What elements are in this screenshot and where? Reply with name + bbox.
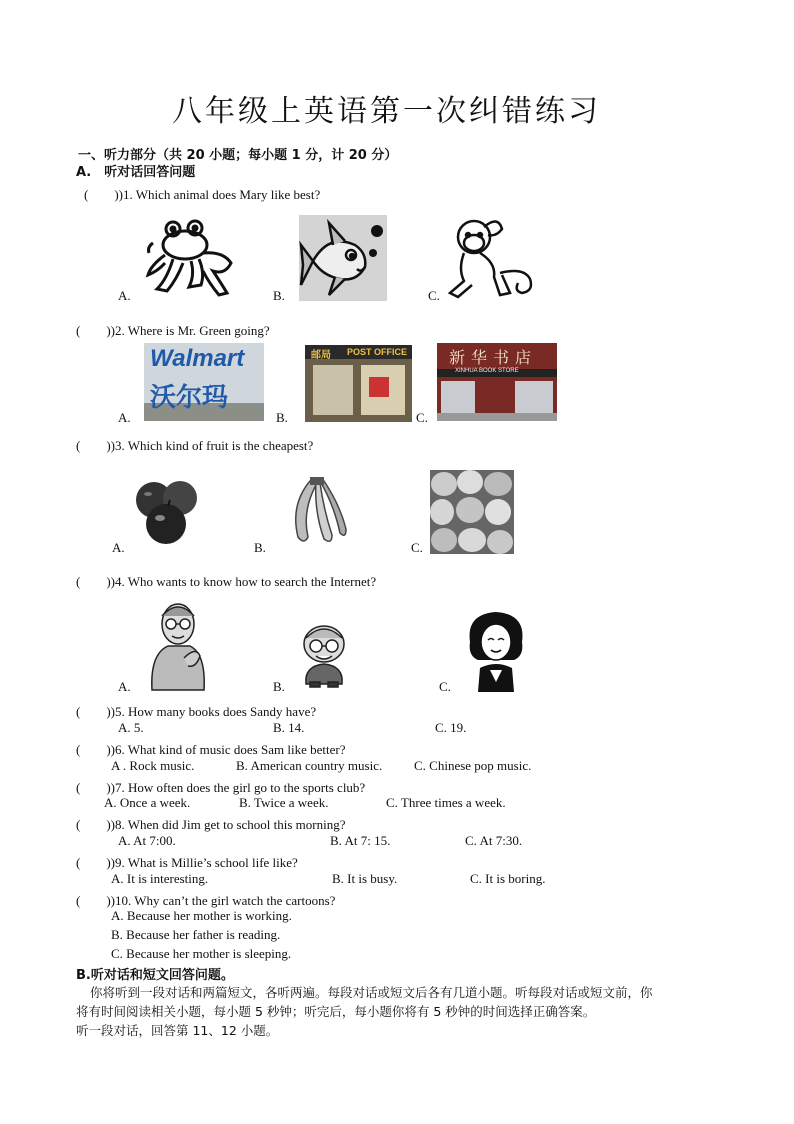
old-man-icon	[144, 598, 212, 692]
option-c: C. Because her mother is sleeping.	[111, 946, 292, 961]
option-c: C. It is boring.	[470, 871, 546, 886]
option-a: A.	[118, 288, 131, 303]
post-office-sign: POST OFFICE	[347, 347, 408, 357]
monkey-icon	[444, 213, 538, 303]
option-a: A. Once a week.	[104, 795, 191, 810]
woman-icon	[466, 608, 526, 692]
question-text: )5. How many books does Sandy have?	[110, 704, 317, 719]
option-a: A.	[112, 540, 125, 555]
question-8	[76, 814, 346, 833]
walmart-cn-sign: 沃尔玛	[150, 383, 229, 413]
question-text: )6. What kind of music does Sam like better?	[110, 742, 346, 757]
option-a: A. It is interesting.	[111, 871, 209, 886]
question-9	[76, 852, 298, 871]
section-heading: 一、听力部分（共 20 小题；每小题 1 分，计 20 分）	[78, 148, 398, 163]
question-text: )10. Why can’t the girl watch the cartoons?	[110, 893, 336, 908]
post-office-photo	[305, 345, 412, 422]
option-c: C.	[416, 410, 428, 425]
option-a: A.	[118, 679, 131, 694]
option-c: C.	[439, 679, 451, 694]
option-a: A. At 7:00.	[118, 833, 176, 848]
pear-icon	[430, 470, 514, 554]
answer-blank[interactable]: ( )	[76, 855, 111, 870]
part-a-heading: A. 听对话回答问题	[76, 165, 196, 180]
option-c: C. Three times a week.	[386, 795, 506, 810]
question-3	[76, 435, 313, 454]
frog-icon	[143, 213, 238, 303]
option-b: B.	[254, 540, 266, 555]
post-office-cn-sign: 邮局	[311, 350, 331, 361]
option-b: B. American country music.	[236, 758, 383, 773]
answer-blank[interactable]: ( )	[76, 574, 111, 589]
option-b: B.	[273, 288, 285, 303]
fish-icon	[299, 215, 387, 301]
question-7	[76, 777, 365, 796]
question-text: )2. Where is Mr. Green going?	[110, 323, 270, 338]
option-a: A. Because her mother is working.	[111, 908, 292, 923]
question-10	[76, 890, 335, 909]
question-6	[76, 739, 345, 758]
part-b-heading: B.听对话和短文回答问题。	[76, 968, 234, 983]
option-c: C. 19.	[435, 720, 467, 735]
answer-blank[interactable]: ( )	[76, 438, 111, 453]
instruction-line-3: 听一段对话，回答第 11、12 小题。	[76, 1023, 279, 1038]
answer-blank[interactable]: ( )	[76, 323, 111, 338]
option-a: A.	[118, 410, 131, 425]
answer-blank[interactable]: ( )	[76, 742, 111, 757]
option-b: B. Twice a week.	[239, 795, 329, 810]
question-text: )9. What is Millie’s school life like?	[110, 855, 298, 870]
question-1	[84, 184, 320, 203]
answer-blank[interactable]: ( )	[76, 780, 111, 795]
instruction-line-2: 将有时间阅读相关小题，每小题 5 秒钟；听完后，每小题你将有 5 秒钟的时间选择正确答案。	[76, 1004, 596, 1019]
option-a: A . Rock music.	[111, 758, 195, 773]
question-text: )3. Which kind of fruit is the cheapest?	[110, 438, 314, 453]
option-b: B.	[273, 679, 285, 694]
walmart-photo	[144, 343, 264, 421]
bookstore-photo	[437, 343, 557, 421]
answer-blank[interactable]: ( )	[76, 817, 111, 832]
option-c: C.	[428, 288, 440, 303]
answer-blank[interactable]: ( )	[76, 893, 111, 908]
question-5	[76, 701, 316, 720]
grandpa-icon	[296, 622, 352, 688]
bookstore-cn-sign: 新华书店	[449, 348, 538, 367]
option-a: A. 5.	[118, 720, 144, 735]
option-b: B. It is busy.	[332, 871, 398, 886]
question-2	[76, 320, 270, 339]
question-4	[76, 571, 376, 590]
walmart-sign: Walmart	[150, 345, 245, 372]
instruction-line-1: 你将听到一段对话和两篇短文，各听两遍。每段对话或短文后各有几道小题。听每段对话或短文前，你	[90, 985, 653, 1000]
option-b: B. 14.	[273, 720, 305, 735]
option-b: B. Because her father is reading.	[111, 927, 281, 942]
banana-icon	[280, 475, 350, 553]
option-b: B.	[276, 410, 288, 425]
question-text: )1. Which animal does Mary like best?	[118, 187, 321, 202]
apple-icon	[132, 470, 206, 550]
page-title: 八年级上英语第一次纠错练习	[172, 94, 601, 129]
option-c: C.	[411, 540, 423, 555]
option-c: C. At 7:30.	[465, 833, 523, 848]
question-text: )4. Who wants to know how to search the Internet?	[110, 574, 377, 589]
question-text: )8. When did Jim get to school this morning?	[110, 817, 346, 832]
answer-blank[interactable]: ( )	[76, 704, 111, 719]
option-b: B. At 7: 15.	[330, 833, 391, 848]
bookstore-sign: XINHUA BOOK STORE	[455, 368, 519, 374]
answer-blank[interactable]: ( )	[84, 187, 119, 202]
option-c: C. Chinese pop music.	[414, 758, 532, 773]
question-text: )7. How often does the girl go to the sports club?	[110, 780, 366, 795]
